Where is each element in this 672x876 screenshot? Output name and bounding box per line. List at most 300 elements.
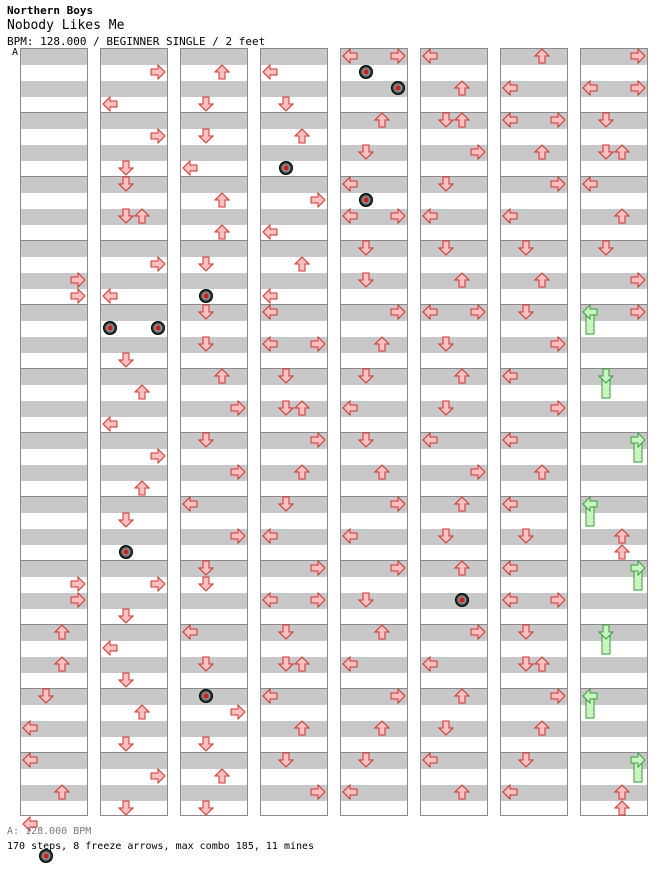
arrow-up-icon [534,720,550,736]
beat-stripe [101,497,167,513]
arrow-right-icon [230,400,246,416]
arrow-right-icon [150,128,166,144]
arrow-left-icon [182,160,198,176]
measure-line [581,112,647,113]
beat-stripe [421,241,487,257]
measure-line [261,240,327,241]
arrow-left-icon [262,304,278,320]
arrow-left-icon [262,592,278,608]
arrow-left-icon [502,432,518,448]
arrow-left-icon [502,112,518,128]
arrow-down-icon [198,736,214,752]
arrow-up-icon [294,464,310,480]
beat-stripe [101,433,167,449]
arrow-left-icon [582,176,598,192]
arrow-left-icon [342,784,358,800]
measure-line [101,496,167,497]
beat-stripe [581,657,647,673]
measure-line [101,240,167,241]
arrow-left-icon [262,64,278,80]
arrow-down-icon [518,304,534,320]
arrow-left-icon [262,688,278,704]
arrow-right-icon [470,144,486,160]
beat-stripe [21,145,87,161]
arrow-down-icon [518,528,534,544]
measure-line [21,240,87,241]
arrow-left-icon [22,752,38,768]
beat-stripe [261,145,327,161]
measure-line [101,432,167,433]
freeze-arrow-left-icon [582,688,598,720]
beat-stripe [181,433,247,449]
arrow-up-icon [454,688,470,704]
arrow-left-icon [182,624,198,640]
arrow-down-icon [438,528,454,544]
arrow-left-icon [422,656,438,672]
arrow-down-icon [118,208,134,224]
measure-line [101,112,167,113]
beat-stripe [581,625,647,641]
beat-stripe [581,113,647,129]
beat-stripe [101,305,167,321]
chart-column [340,48,408,816]
arrow-right-icon [70,592,86,608]
measure-line [341,752,407,753]
measure-line [21,112,87,113]
beat-stripe [341,241,407,257]
arrow-left-icon [422,48,438,64]
freeze-arrow-left-icon [582,304,598,336]
bpm-difficulty-line: BPM: 128.000 / BEGINNER SINGLE / 2 feet [7,35,266,48]
arrow-left-icon [342,48,358,64]
beat-stripe [21,561,87,577]
beat-stripe [261,177,327,193]
arrow-left-icon [582,80,598,96]
measure-line [261,368,327,369]
beat-stripe [101,49,167,65]
footer-bpm: A: 128.000 BPM [7,826,92,837]
arrow-down-icon [278,368,294,384]
mine-icon [150,320,166,336]
arrow-down-icon [278,496,294,512]
measure-line [341,432,407,433]
measure-line [501,304,567,305]
arrow-left-icon [422,432,438,448]
beat-stripe [181,337,247,353]
arrow-right-icon [310,784,326,800]
beat-stripe [21,177,87,193]
arrow-left-icon [342,656,358,672]
arrow-down-icon [598,144,614,160]
arrow-right-icon [150,768,166,784]
measure-line [181,240,247,241]
arrow-up-icon [454,560,470,576]
measure-line [101,624,167,625]
arrow-down-icon [438,336,454,352]
beat-stripe [21,305,87,321]
arrow-up-icon [454,112,470,128]
arrow-down-icon [118,352,134,368]
measure-line [21,368,87,369]
arrow-right-icon [310,432,326,448]
beat-stripe [581,241,647,257]
arrow-right-icon [390,304,406,320]
beat-stripe [581,401,647,417]
arrow-left-icon [502,208,518,224]
beat-stripe [21,113,87,129]
arrow-down-icon [118,160,134,176]
beat-stripe [341,369,407,385]
beat-stripe [501,625,567,641]
arrow-left-icon [502,368,518,384]
beat-stripe [341,145,407,161]
arrow-right-icon [150,576,166,592]
beat-stripe [261,241,327,257]
arrow-down-icon [358,272,374,288]
mine-icon [198,688,214,704]
measure-line [101,304,167,305]
measure-line [581,624,647,625]
beat-stripe [101,657,167,673]
beat-stripe [181,177,247,193]
measure-line [21,176,87,177]
beat-stripe [581,337,647,353]
measure-line [581,368,647,369]
arrow-up-icon [214,192,230,208]
freeze-arrow-down-icon [598,368,614,400]
freeze-arrow-down-icon [598,624,614,656]
measure-line [181,176,247,177]
measure-line [181,560,247,561]
measure-line [501,240,567,241]
measure-line [181,432,247,433]
beat-stripe [21,465,87,481]
mine-icon [278,160,294,176]
beat-stripe [21,401,87,417]
beat-stripe [181,785,247,801]
measure-line [21,560,87,561]
beat-stripe [581,721,647,737]
beat-stripe [261,49,327,65]
arrow-up-icon [534,144,550,160]
beat-stripe [261,753,327,769]
arrow-up-icon [294,720,310,736]
beat-stripe [101,113,167,129]
arrow-up-icon [374,720,390,736]
arrow-right-icon [630,304,646,320]
chart-column [580,48,648,816]
arrow-up-icon [134,384,150,400]
beat-stripe [181,305,247,321]
arrow-up-icon [294,400,310,416]
beat-stripe [261,81,327,97]
song-artist: Northern Boys [7,4,94,17]
arrow-up-icon [454,80,470,96]
arrow-down-icon [198,256,214,272]
measure-line [261,624,327,625]
arrow-up-icon [214,768,230,784]
beat-stripe [181,273,247,289]
mine-icon [102,320,118,336]
arrow-up-icon [534,464,550,480]
arrow-left-icon [342,208,358,224]
beat-stripe [181,721,247,737]
beat-stripe [181,81,247,97]
measure-line [261,752,327,753]
beat-stripe [101,177,167,193]
arrow-right-icon [550,688,566,704]
arrow-left-icon [102,416,118,432]
arrow-left-icon [262,336,278,352]
measure-line [21,496,87,497]
arrow-up-icon [534,272,550,288]
beat-stripe [101,465,167,481]
measure-line [421,176,487,177]
chart-column [180,48,248,816]
beat-stripe [181,49,247,65]
arrow-right-icon [150,256,166,272]
arrow-left-icon [422,208,438,224]
beat-stripe [181,657,247,673]
arrow-up-icon [454,784,470,800]
arrow-up-icon [614,784,630,800]
beat-stripe [181,113,247,129]
beat-stripe [341,273,407,289]
beat-stripe [421,177,487,193]
beat-stripe [501,241,567,257]
arrow-up-icon [614,144,630,160]
mine-icon [358,192,374,208]
beat-stripe [101,561,167,577]
arrow-down-icon [198,336,214,352]
arrow-up-icon [374,624,390,640]
arrow-down-icon [38,688,54,704]
arrow-up-icon [294,656,310,672]
measure-line [501,624,567,625]
beat-stripe [101,81,167,97]
beat-stripe [581,465,647,481]
arrow-right-icon [630,80,646,96]
beat-stripe [101,241,167,257]
arrow-up-icon [54,784,70,800]
arrow-up-icon [134,208,150,224]
arrow-right-icon [310,592,326,608]
arrow-right-icon [550,176,566,192]
arrow-down-icon [358,368,374,384]
beat-stripe [21,49,87,65]
arrow-down-icon [438,112,454,128]
arrow-right-icon [70,576,86,592]
beat-stripe [101,529,167,545]
beat-stripe [101,273,167,289]
freeze-arrow-right-icon [630,752,646,784]
arrow-right-icon [150,64,166,80]
arrow-right-icon [470,464,486,480]
beat-stripe [501,753,567,769]
arrow-down-icon [518,752,534,768]
measure-line [101,688,167,689]
arrow-up-icon [294,256,310,272]
arrow-up-icon [134,704,150,720]
measure-line [101,752,167,753]
arrow-down-icon [438,240,454,256]
arrow-down-icon [118,736,134,752]
arrow-left-icon [182,496,198,512]
arrow-right-icon [550,336,566,352]
arrow-right-icon [630,48,646,64]
arrow-down-icon [438,400,454,416]
beat-stripe [581,369,647,385]
beat-stripe [101,369,167,385]
arrow-left-icon [422,752,438,768]
beat-stripe [261,209,327,225]
arrow-up-icon [54,624,70,640]
beat-stripe [101,721,167,737]
beat-stripe [101,145,167,161]
measure-line [21,432,87,433]
measure-line [181,688,247,689]
beat-stripe [581,593,647,609]
arrow-up-icon [134,480,150,496]
arrow-left-icon [502,496,518,512]
arrow-down-icon [518,624,534,640]
measure-line [181,112,247,113]
beat-stripe [101,625,167,641]
arrow-down-icon [278,656,294,672]
beat-stripe [261,113,327,129]
arrow-right-icon [310,560,326,576]
arrow-right-icon [470,624,486,640]
arrow-down-icon [118,672,134,688]
freeze-arrow-left-icon [582,496,598,528]
arrow-down-icon [518,656,534,672]
beat-stripe [501,305,567,321]
arrow-right-icon [390,208,406,224]
arrow-down-icon [278,400,294,416]
arrow-up-icon [214,64,230,80]
freeze-arrow-right-icon [630,560,646,592]
arrow-down-icon [118,512,134,528]
arrow-left-icon [262,528,278,544]
arrow-up-icon [534,656,550,672]
beat-stripe [421,721,487,737]
arrow-down-icon [358,592,374,608]
chart-column [500,48,568,816]
arrow-down-icon [198,800,214,816]
arrow-down-icon [118,800,134,816]
beat-stripe [21,369,87,385]
arrow-down-icon [198,128,214,144]
arrow-right-icon [70,288,86,304]
arrow-down-icon [278,96,294,112]
measure-line [261,176,327,177]
song-title: Nobody Likes Me [7,18,125,33]
arrow-down-icon [198,560,214,576]
arrow-down-icon [598,112,614,128]
measure-line [21,304,87,305]
arrow-left-icon [502,80,518,96]
beat-stripe [341,753,407,769]
measure-line [341,240,407,241]
arrow-right-icon [230,464,246,480]
arrow-up-icon [214,368,230,384]
beat-stripe [181,689,247,705]
arrow-right-icon [390,560,406,576]
arrow-up-icon [374,336,390,352]
arrow-right-icon [390,496,406,512]
beat-stripe [261,273,327,289]
mine-icon [454,592,470,608]
beat-stripe [261,625,327,641]
arrow-down-icon [198,96,214,112]
arrow-left-icon [102,288,118,304]
arrow-down-icon [438,176,454,192]
arrow-down-icon [358,432,374,448]
measure-line [181,752,247,753]
arrow-up-icon [614,544,630,560]
beat-stripe [421,401,487,417]
measure-line [421,240,487,241]
chart-column [420,48,488,816]
arrow-down-icon [518,240,534,256]
beat-stripe [101,785,167,801]
arrow-down-icon [198,656,214,672]
measure-line [101,176,167,177]
beat-stripe [21,81,87,97]
arrow-down-icon [438,720,454,736]
arrow-right-icon [70,272,86,288]
arrow-up-icon [374,464,390,480]
arrow-down-icon [198,576,214,592]
arrow-down-icon [358,144,374,160]
mine-icon [358,64,374,80]
arrow-up-icon [614,800,630,816]
beat-stripe [21,241,87,257]
arrow-left-icon [502,560,518,576]
arrow-left-icon [422,304,438,320]
measure-line [341,368,407,369]
beat-stripe [21,433,87,449]
measure-line [261,496,327,497]
measure-line [101,368,167,369]
arrow-down-icon [598,240,614,256]
arrow-right-icon [390,48,406,64]
arrow-left-icon [102,640,118,656]
arrow-right-icon [550,592,566,608]
beat-stripe [101,689,167,705]
measure-line [261,112,327,113]
beat-stripe [501,529,567,545]
beat-stripe [21,689,87,705]
arrow-right-icon [150,448,166,464]
mine-icon [390,80,406,96]
beat-stripe [181,145,247,161]
arrow-down-icon [358,752,374,768]
arrow-right-icon [550,112,566,128]
chart-column [260,48,328,816]
arrow-up-icon [374,112,390,128]
arrow-right-icon [550,400,566,416]
beat-stripe [341,593,407,609]
arrow-right-icon [390,688,406,704]
freeze-arrow-right-icon [630,432,646,464]
arrow-up-icon [614,528,630,544]
arrow-left-icon [22,720,38,736]
arrow-left-icon [262,224,278,240]
beat-stripe [21,337,87,353]
beat-stripe [101,593,167,609]
arrow-right-icon [470,304,486,320]
